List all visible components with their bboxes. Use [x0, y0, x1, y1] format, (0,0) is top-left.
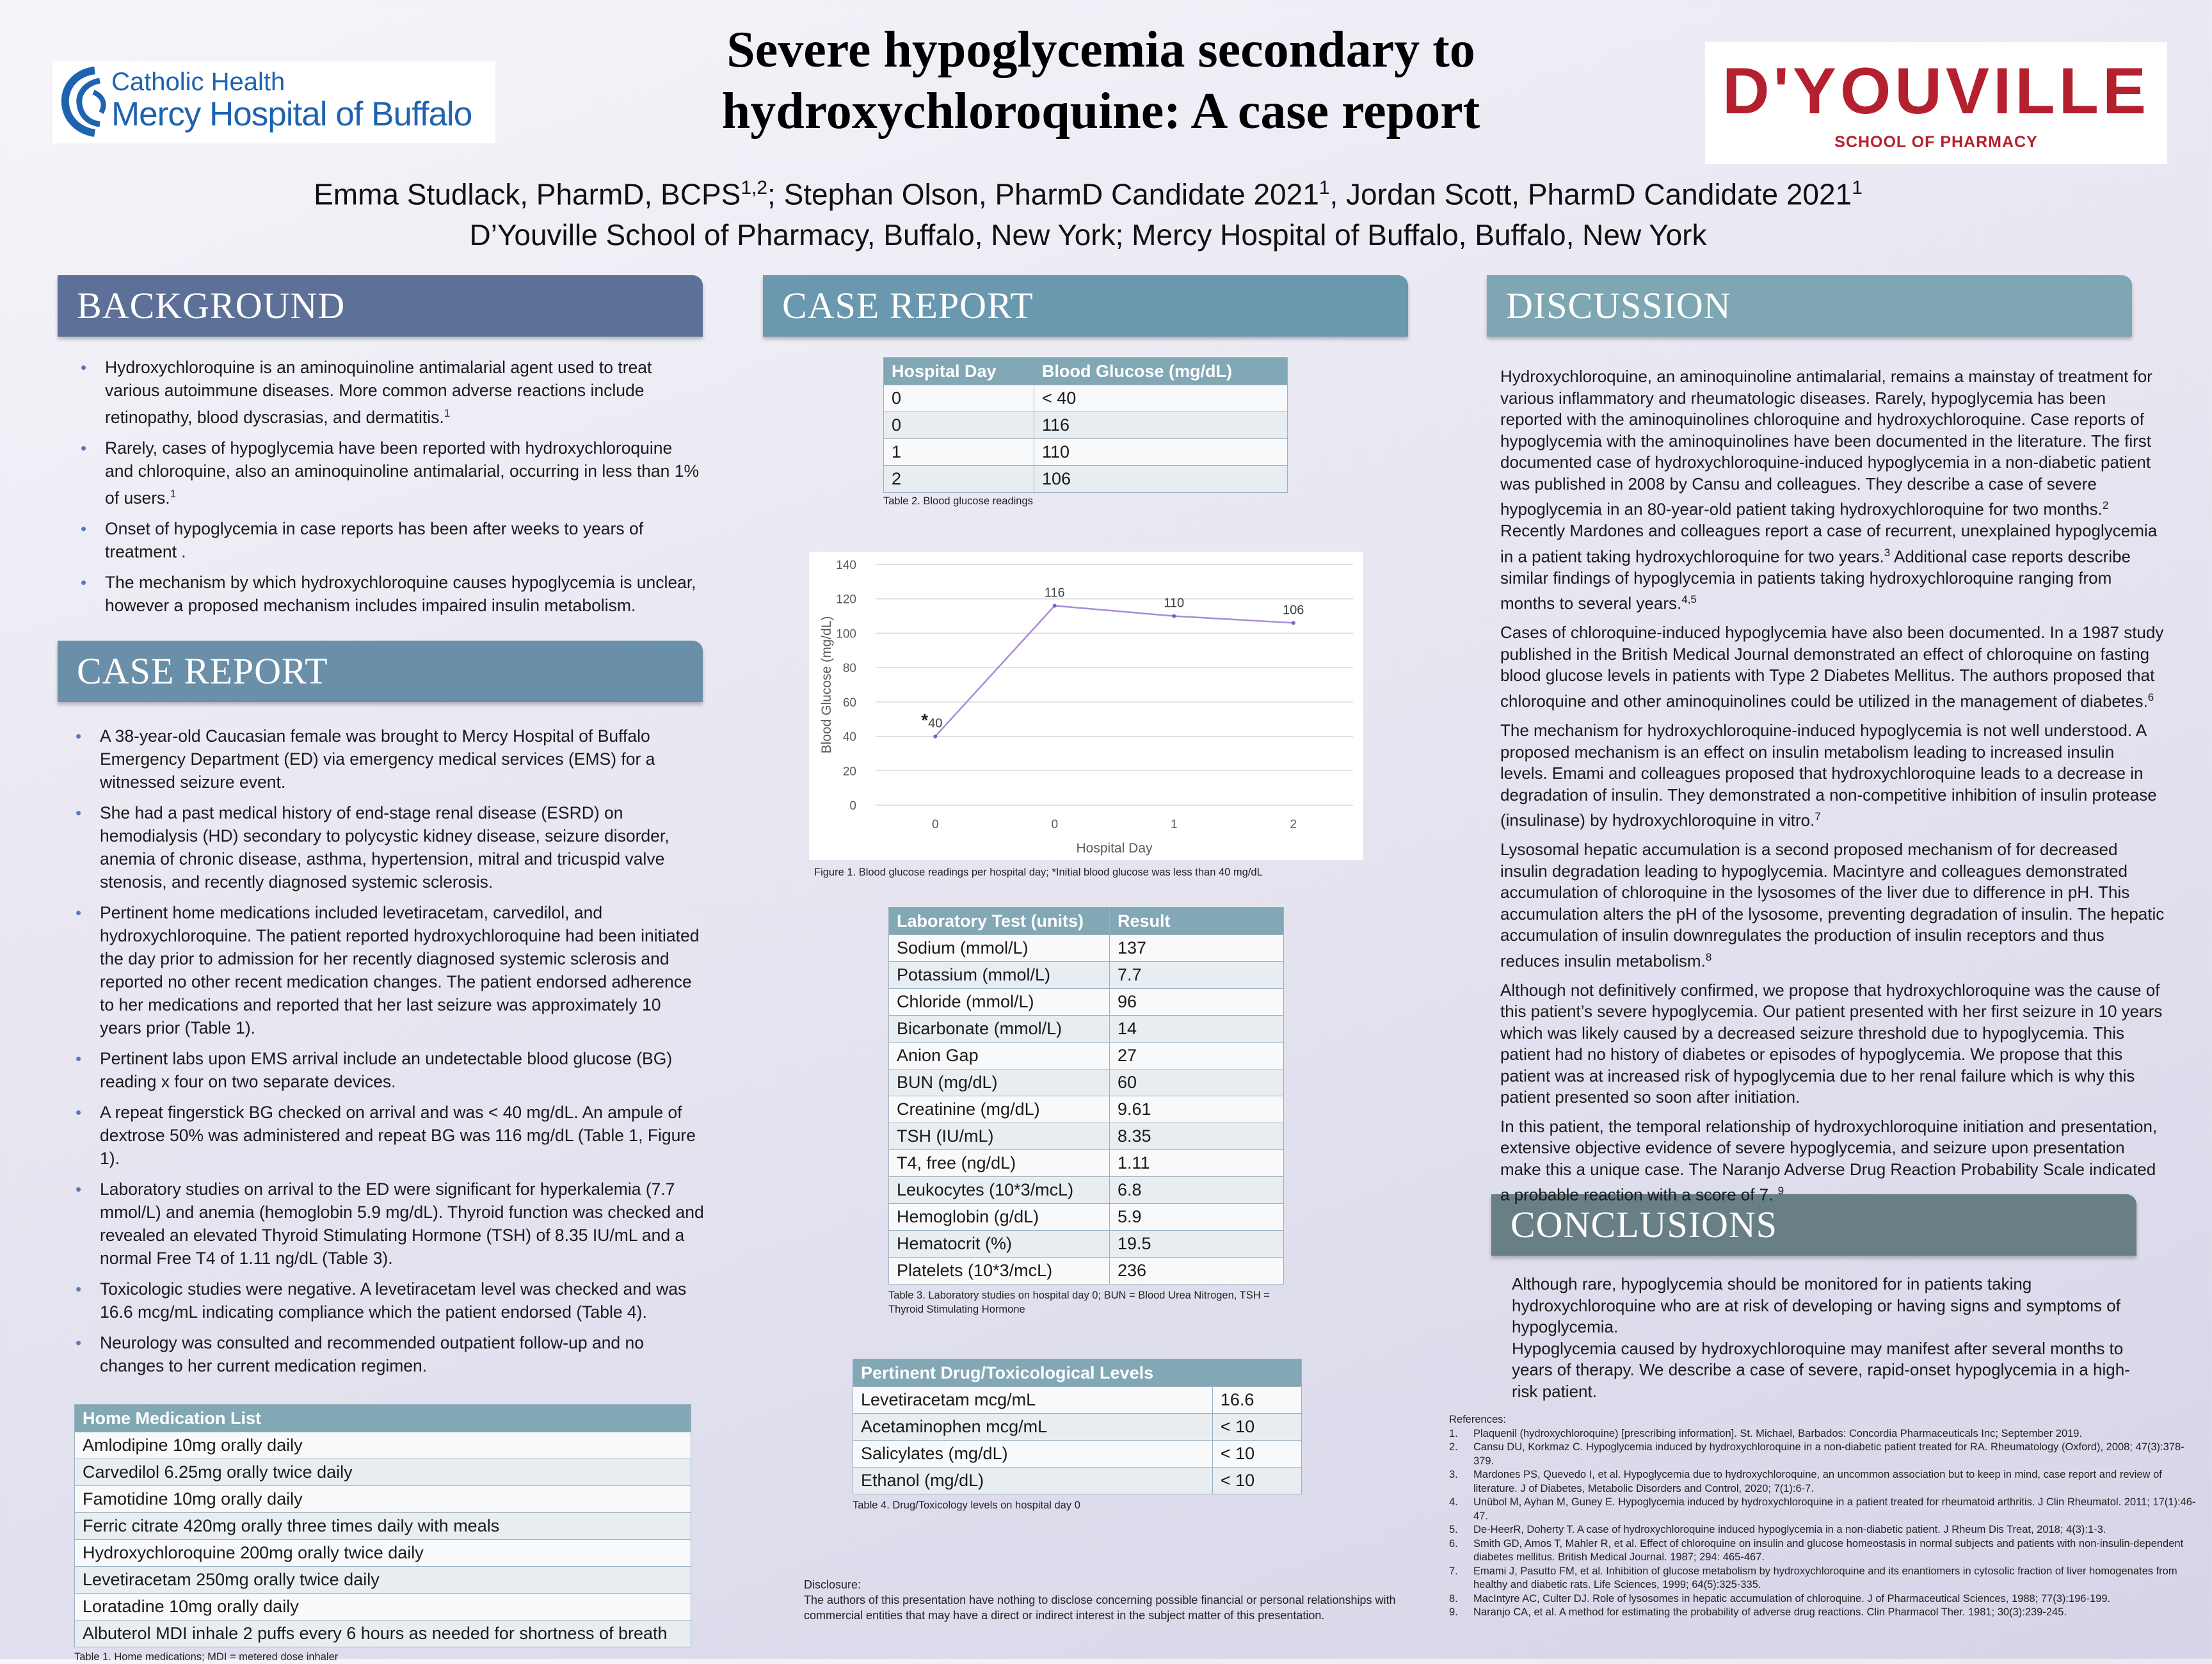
- table-row: [889, 935, 1284, 962]
- case-report-item: • Neurology was consulted and recommended outpatient follow-up and no changes to her current medication regimen.: [70, 1331, 704, 1377]
- table-2-caption: Table 2. Blood glucose readings: [883, 495, 1033, 507]
- discussion-text: Lysosomal hepatic accumulation is a second proposed mechanism of for decreased insulin degradation leading to hypoglycemia. Macintyre and colleagues demonstrated accumulation of chloroquine in the lysosomes of the liver due to difference in pH. This accumulation alters the pH of the lysosome, preventing degradation of insulin. The hepatic accumulation of insulin downregulates the production of insulin receptors and thus reduces insulin metabolism.: [1500, 840, 2165, 971]
- table-row: [889, 989, 1284, 1016]
- home-med-header: Home Medication List: [75, 1405, 691, 1432]
- author-3-affil: 1: [1852, 177, 1863, 198]
- discussion-paragraph: [1500, 1116, 2166, 1206]
- discussion-paragraph: [1500, 366, 2166, 614]
- data-point: [1292, 621, 1295, 625]
- table-row: [889, 1069, 1284, 1096]
- table-cell: Platelets (10*3/mcL): [889, 1258, 1110, 1284]
- tox-table: [853, 1359, 1302, 1494]
- mercy-hospital-logo: [52, 61, 495, 143]
- conclusion-2: Hypoglycemia caused by hydroxychloroquine may manifest after several months to years of therapy. We describe a case of severe, rapid-onset hypoglycemia in a high-risk patient.: [1512, 1338, 2130, 1401]
- x-tick-label: 0: [1051, 818, 1059, 831]
- case-report-list: [70, 724, 704, 1377]
- case-report-item: • A repeat fingerstick BG checked on arrival and was < 40 mg/dL. An ampule of dextrose 50% was administered and repeat BG was 116 mg/dL (Table 1, Figure 1).: [70, 1101, 704, 1170]
- table-cell: 0: [884, 412, 1034, 439]
- author-2: ; Stephan Olson, PharmD Candidate 2021: [767, 177, 1319, 211]
- table-cell: 14: [1110, 1016, 1284, 1043]
- disclosure-text: The authors of this presentation have nothing to disclose concerning possible financial or personal relationships with commercial entities that may have a direct or indirect interest in the subject matter of this presentation.: [804, 1594, 1396, 1622]
- reference-number: 7.: [1449, 1565, 1458, 1577]
- conclusions-header: CONCLUSIONS: [1491, 1194, 2136, 1256]
- authors-line: [192, 168, 1984, 214]
- table-cell: 19.5: [1110, 1231, 1284, 1258]
- table-cell: Potassium (mmol/L): [889, 962, 1110, 989]
- discussion-paragraph: [1500, 839, 2166, 972]
- affiliations-line: D’Youville School of Pharmacy, Buffalo, New York; Mercy Hospital of Buffalo, Buffalo, New York: [469, 218, 1707, 252]
- table-cell: < 40: [1034, 385, 1288, 412]
- series-line: [935, 605, 1294, 736]
- table-cell: 60: [1110, 1069, 1284, 1096]
- reference-text: Unübol M, Ayhan M, Guney E. Hypoglycemia induced by hydroxychloroquine in a patient treated for rheumatoid arthritis. J Clin Rheumatol. 2011; 17(1):46-47.: [1473, 1496, 2196, 1522]
- discussion-text: Although not definitively confirmed, we propose that hydroxychloroquine was the cause of this patient’s severe hypoglycemia. Our patient presented with her first seizure in 10 years which was likely caused by a decreased seizure threshold due to hypoglycemia. This patient had no history of diabetes or episodes of hypoglycemia. We propose that this patient was at increased risk of hypoglycemia due to her renal failure which is why this patient presented so soon after initiation.: [1500, 980, 2163, 1107]
- reference-number: 6.: [1449, 1537, 1458, 1549]
- reference-number: 8.: [1449, 1592, 1458, 1604]
- authors-block: [192, 168, 1984, 255]
- reference-number: 3.: [1449, 1469, 1458, 1480]
- table-row: [75, 1594, 691, 1620]
- table-cell: < 10: [1212, 1468, 1301, 1494]
- table-cell: Sodium (mmol/L): [889, 935, 1110, 962]
- table-row: [884, 466, 1288, 493]
- table-cell: Anion Gap: [889, 1043, 1110, 1069]
- author-1: Emma Studlack, PharmD, BCPS: [314, 177, 741, 211]
- table-cell: Chloride (mmol/L): [889, 989, 1110, 1016]
- poster-title: [576, 19, 1626, 142]
- data-point: [1172, 614, 1176, 618]
- background-item-text: Onset of hypoglycemia in case reports has been after weeks to years of treatment .: [105, 518, 644, 561]
- case-report-item: • Laboratory studies on arrival to the ED were significant for hyperkalemia (7.7 mmol/L) and anemia (hemoglobin 5.9 mg/dL). Thyroid function was checked and revealed an elevated Thyroid Stimulating Hormone (TSH) of 8.35 IU/mL and a normal Free T4 of 1.11 ng/dL (Table 3).: [70, 1178, 704, 1270]
- y-tick-label: 0: [849, 799, 856, 813]
- table-row: [853, 1441, 1302, 1468]
- table-cell: 106: [1034, 466, 1288, 493]
- home-medication-table-wrap: [74, 1404, 691, 1664]
- reference-text: Naranjo CA, et al. A method for estimating the probability of adverse drug reactions. Clin Pharmacol Ther. 1981; 30(3):239-245.: [1473, 1606, 2067, 1618]
- table-cell: 7.7: [1110, 962, 1284, 989]
- table-cell: 5.9: [1110, 1204, 1284, 1231]
- citation-sup: 4,5: [1681, 593, 1697, 606]
- table-cell: 1: [884, 439, 1034, 466]
- reference-item: [1449, 1565, 2204, 1592]
- background-item-text: Rarely, cases of hypoglycemia have been reported with hydroxychloroquine and chloroquine, also an aminoquinoline antimalarial, occurring in less than 1% of users.: [105, 438, 700, 508]
- y-tick-label: 120: [836, 593, 856, 607]
- tox-table-wrap: [853, 1359, 1302, 1512]
- discussion-body: [1500, 366, 2166, 1214]
- home-med-cell: Hydroxychloroquine 200mg orally twice daily: [75, 1540, 691, 1567]
- y-tick-label: 40: [842, 730, 856, 744]
- citation-sup: 8: [1705, 950, 1712, 963]
- table-cell: 110: [1034, 439, 1288, 466]
- references-block: [1449, 1413, 2204, 1620]
- reference-number: 2.: [1449, 1441, 1458, 1453]
- reference-item: [1449, 1496, 2204, 1523]
- table-cell: 236: [1110, 1258, 1284, 1284]
- reference-text: Plaquenil (hydroxychloroquine) [prescribing information]. St. Michael, Barbados: Concordia Pharmaceuticals Inc; September 2019.: [1473, 1427, 2083, 1439]
- data-point: [933, 735, 937, 739]
- home-med-cell: Carvedilol 6.25mg orally twice daily: [75, 1459, 691, 1486]
- conclusions-body: [1512, 1274, 2152, 1410]
- background-item: [76, 356, 703, 429]
- logo-left-line-1: Catholic Health: [111, 68, 285, 96]
- blood-glucose-table-wrap: [883, 357, 1288, 508]
- reference-text: De-HeerR, Doherty T. A case of hydroxychloroquine induced hypoglycemia in a non-diabetic patient. J Rheum Dis Treat, 2018; 4(3):1-3.: [1473, 1524, 2106, 1535]
- title-line-2: hydroxychloroquine: A case report: [721, 83, 1480, 140]
- case-report-item: • Pertinent labs upon EMS arrival include an undetectable blood glucose (BG) reading x four on two separate devices.: [70, 1047, 704, 1093]
- table-cell: Creatinine (mg/dL): [889, 1096, 1110, 1123]
- lab-header-test: Laboratory Test (units): [889, 908, 1110, 935]
- x-tick-label: 1: [1170, 818, 1178, 831]
- case-report-header-left: CASE REPORT: [58, 641, 703, 702]
- table-row: [75, 1540, 691, 1567]
- table-cell: Ethanol (mg/dL): [853, 1468, 1213, 1494]
- y-tick-label: 100: [836, 627, 856, 641]
- reference-number: 1.: [1449, 1427, 1458, 1439]
- x-tick-label: 2: [1290, 818, 1297, 831]
- table-cell: 137: [1110, 935, 1284, 962]
- table-1-caption: Table 1. Home medications; MDI = metered dose inhaler: [74, 1651, 339, 1663]
- discussion-text: The mechanism for hydroxychloroquine-induced hypoglycemia is not well understood. A proposed mechanism is an effect on insulin metabolism leading to increased insulin levels. Emami and colleagues proposed that hydroxychloroquine leads to a decrease in degradation of insulin. They demonstrated a non-competitive inhibition of insulin protease (insulinase) by hydroxychloroquine in vitro.: [1500, 721, 2157, 830]
- table-cell: Acetaminophen mcg/mL: [853, 1414, 1213, 1441]
- blood-glucose-chart: [809, 552, 1363, 860]
- figure-1-caption: Figure 1. Blood glucose readings per hospital day; *Initial blood glucose was less than 40 mg/dL: [814, 867, 1263, 878]
- reference-item: [1449, 1523, 2204, 1537]
- table-row: [853, 1387, 1302, 1414]
- table-cell: 116: [1034, 412, 1288, 439]
- table-row: [889, 1123, 1284, 1150]
- citation-sup: 6: [2147, 691, 2154, 703]
- home-med-cell: Albuterol MDI inhale 2 puffs every 6 hours as needed for shortness of breath: [75, 1620, 691, 1647]
- table-cell: BUN (mg/dL): [889, 1069, 1110, 1096]
- table-row: [889, 962, 1284, 989]
- dyouville-logo: [1705, 42, 2167, 164]
- references-label: References:: [1449, 1414, 1506, 1425]
- data-label: 106: [1283, 603, 1304, 618]
- case-report-item: • Toxicologic studies were negative. A levetiracetam level was checked and was 16.6 mcg/mL indicating compliance which the patient endorsed (Table 4).: [70, 1277, 704, 1324]
- table-row: [884, 412, 1288, 439]
- lab-header-result: Result: [1110, 908, 1284, 935]
- table-cell: 8.35: [1110, 1123, 1284, 1150]
- background-item: [76, 571, 703, 617]
- table-cell: T4, free (ng/dL): [889, 1150, 1110, 1177]
- author-1-affil: 1,2: [741, 177, 768, 198]
- logo-left-line-2: Mercy Hospital of Buffalo: [111, 95, 472, 133]
- y-axis-label: Blood Glucose (mg/dL): [819, 616, 834, 754]
- disclosure-label: Disclosure:: [804, 1578, 862, 1591]
- references-list: [1449, 1427, 2204, 1620]
- background-list: [76, 356, 703, 617]
- table-cell: 27: [1110, 1043, 1284, 1069]
- table-cell: 2: [884, 466, 1034, 493]
- discussion-text: In this patient, the temporal relationship of hydroxychloroquine initiation and presentation, extensive objective evidence of severe hypoglycemia, and seizure upon presentation make this a unique case. The Naranjo Adverse Drug Reaction Probability Scale indicated a probable reaction with a score of 7.: [1500, 1116, 2158, 1205]
- reference-number: 9.: [1449, 1606, 1458, 1618]
- table-cell: 9.61: [1110, 1096, 1284, 1123]
- table-row: [889, 1150, 1284, 1177]
- lab-table-wrap: [888, 907, 1284, 1316]
- data-label: 110: [1164, 596, 1185, 611]
- lab-table: [888, 907, 1284, 1284]
- discussion-text: Additional case reports describe similar findings of hypoglycemia in patients taking hydroxychloroquine ranging from months to several years.: [1500, 547, 2131, 613]
- conclusion-1: Although rare, hypoglycemia should be monitored for in patients taking hydroxychloroquine who are at risk of developing or having signs and symptoms of hypoglycemia.: [1512, 1274, 2120, 1336]
- table-row: [889, 1016, 1284, 1043]
- case-report-header-center: CASE REPORT: [763, 275, 1408, 337]
- discussion-text: Hydroxychloroquine, an aminoquinoline antimalarial, remains a mainstay of treatment for various inflammatory and rheumatologic diseases. Rarely, hypoglycemia has been reported with the aminoquinolines chloroquine and hydroxychloroquine. Case reports of hypoglycemia with the aminoquinolines have been documented in the literature. The first documented case of hydroxychloroquine-induced hypoglycemia in a non-diabetic patient was published in 2008 by Cansu and colleagues. They describe a case of severe hypoglycemia in an 80-year-old patient taking hydroxychloroquine for two months.: [1500, 367, 2152, 519]
- table-row: [75, 1513, 691, 1540]
- title-line-1: Severe hypoglycemia secondary to: [726, 22, 1475, 78]
- table-cell: 0: [884, 385, 1034, 412]
- bg-header-glucose: Blood Glucose (mg/dL): [1034, 358, 1288, 385]
- home-med-cell: Loratadine 10mg orally daily: [75, 1594, 691, 1620]
- discussion-paragraph: [1500, 980, 2166, 1108]
- table-row: [75, 1432, 691, 1459]
- table-cell: 1.11: [1110, 1150, 1284, 1177]
- reference-number: 5.: [1449, 1524, 1458, 1535]
- table-row: [853, 1468, 1302, 1494]
- table-3-caption: Table 3. Laboratory studies on hospital day 0; BUN = Blood Urea Nitrogen, TSH = Thyroid Stimulating Hormone: [888, 1290, 1270, 1315]
- table-cell: Hematocrit (%): [889, 1231, 1110, 1258]
- table-row: [884, 439, 1288, 466]
- table-cell: Hemoglobin (g/dL): [889, 1204, 1110, 1231]
- discussion-paragraph: [1500, 720, 2166, 831]
- background-item: [76, 517, 703, 563]
- disclosure-block: [804, 1577, 1423, 1623]
- bg-header-day: Hospital Day: [884, 358, 1034, 385]
- table-cell: 96: [1110, 989, 1284, 1016]
- reference-item: [1449, 1537, 2204, 1565]
- reference-item: [1449, 1468, 2204, 1496]
- table-row: [75, 1620, 691, 1647]
- background-item-text: Hydroxychloroquine is an aminoquinoline antimalarial agent used to treat various autoimmune diseases. More common adverse reactions include retinopathy, blood dyscrasias, and dermatitis.: [105, 358, 652, 427]
- table-4-caption: Table 4. Drug/Toxicology levels on hospital day 0: [853, 1500, 1080, 1511]
- reference-item: [1449, 1606, 2204, 1620]
- blood-glucose-table: [883, 357, 1288, 493]
- background-item-text: The mechanism by which hydroxychloroquine causes hypoglycemia is unclear, however a proposed mechanism includes impaired insulin metabolism.: [105, 572, 696, 615]
- reference-item: [1449, 1441, 2204, 1468]
- table-row: [75, 1567, 691, 1594]
- background-body: [76, 356, 703, 625]
- background-header: BACKGROUND: [58, 275, 703, 337]
- reference-text: Cansu DU, Korkmaz C. Hypoglycemia induced by hydroxychloroquine in a non-diabetic patient treated for RA. Rheumatology (Oxford), 2008; 47(3):378-379.: [1473, 1441, 2184, 1467]
- table-cell: < 10: [1212, 1441, 1301, 1468]
- citation-sup: 2: [2102, 499, 2109, 511]
- table-cell: Leukocytes (10*3/mcL): [889, 1177, 1110, 1204]
- y-tick-label: 140: [836, 559, 856, 572]
- author-2-affil: 1: [1318, 177, 1330, 198]
- discussion-text: Cases of chloroquine-induced hypoglycemia have also been documented. In a 1987 study published in the British Medical Journal demonstrated an effect of chloroquine on fasting blood glucose levels in patients with Type 2 Diabetes Mellitus. The authors proposed that chloroquine and other aminoquinolines could be utilized in the management of diabetes.: [1500, 623, 2164, 711]
- case-report-item: • She had a past medical history of end-stage renal disease (ESRD) on hemodialysis (HD) secondary to polycystic kidney disease, seizure disorder, anemia of chronic disease, asthma, hypertension, mitral and tricuspid valve stenosis, and recently diagnosed systemic sclerosis.: [70, 801, 704, 893]
- table-cell: Levetiracetam mcg/mL: [853, 1387, 1213, 1414]
- author-3: , Jordan Scott, PharmD Candidate 2021: [1329, 177, 1852, 211]
- reference-text: Smith GD, Amos T, Mahler R, et al. Effect of chloroquine on insulin and glucose homeostasis in normal subjects and patients with non-insulin-dependent diabetes mellitus. British Medical Journal. 1987; 294: 465-467.: [1473, 1537, 2184, 1563]
- reference-item: [1449, 1427, 2204, 1441]
- y-tick-label: 60: [842, 696, 856, 710]
- case-report-item: • A 38-year-old Caucasian female was brought to Mercy Hospital of Buffalo Emergency Department (ED) via emergency medical services (EMS) for a witnessed seizure event.: [70, 724, 704, 794]
- catholic-health-emblem-icon: [55, 64, 119, 141]
- table-row: [889, 1043, 1284, 1069]
- home-med-cell: Amlodipine 10mg orally daily: [75, 1432, 691, 1459]
- table-row: [889, 1096, 1284, 1123]
- x-axis-label: Hospital Day: [1076, 841, 1153, 856]
- discussion-header: DISCUSSION: [1487, 275, 2132, 337]
- citation-sup: 1: [170, 487, 177, 500]
- reference-item: [1449, 1592, 2204, 1606]
- table-row: [889, 1177, 1284, 1204]
- tox-header: Pertinent Drug/Toxicological Levels: [853, 1359, 1302, 1387]
- table-cell: TSH (IU/mL): [889, 1123, 1110, 1150]
- home-med-cell: Levetiracetam 250mg orally twice daily: [75, 1567, 691, 1594]
- data-label: 40: [928, 716, 943, 731]
- table-cell: 6.8: [1110, 1177, 1284, 1204]
- y-tick-label: 80: [842, 662, 856, 676]
- table-row: [853, 1414, 1302, 1441]
- citation-sup: 1: [444, 407, 451, 419]
- table-row: [75, 1486, 691, 1513]
- discussion-paragraph: [1500, 622, 2166, 712]
- table-row: [889, 1204, 1284, 1231]
- case-report-body: [70, 724, 704, 1385]
- reference-text: MacIntyre AC, Culter DJ. Role of lysosomes in hepatic accumulation of chloroquine. J of Pharmaceutical Sciences, 1988; 77(3):196-199.: [1473, 1592, 2111, 1604]
- table-row: [75, 1459, 691, 1486]
- table-cell: Salicylates (mg/dL): [853, 1441, 1213, 1468]
- discussion-text: Recently Mardones and colleagues report a case of recurrent, unexplained hypoglycemia in a patient taking hydroxychloroquine for two years.: [1500, 521, 2158, 566]
- case-report-item: • Pertinent home medications included levetiracetam, carvedilol, and hydroxychloroquine. The patient reported hydroxychloroquine had been initiated the day prior to admission for her recently diagnosed systemic sclerosis and reported no other recent medication changes. The patient endorsed adherence to her medications and reported that her last seizure was approximately 10 years prior (Table 1).: [70, 901, 704, 1039]
- home-medication-table: [74, 1404, 691, 1647]
- table-row: [889, 1258, 1284, 1284]
- reference-number: 4.: [1449, 1496, 1458, 1508]
- y-tick-label: 20: [842, 765, 856, 779]
- table-cell: Bicarbonate (mmol/L): [889, 1016, 1110, 1043]
- table-row: [884, 385, 1288, 412]
- home-med-cell: Ferric citrate 420mg orally three times daily with meals: [75, 1513, 691, 1540]
- chart-svg: [809, 552, 1363, 860]
- x-tick-label: 0: [931, 818, 939, 831]
- reference-text: Mardones PS, Quevedo I, et al. Hypoglycemia due to hydroxychloroquine, an uncommon association but to keep in mind, case report and review of literature. J of Diabetes, Metabolic Disorders and Control, 2020; 7(1):6-7.: [1473, 1469, 2162, 1494]
- reference-text: Emami J, Pasutto FM, et al. Inhibition of glucose metabolism by hydroxychloroquine and its enantiomers in cytosolic fraction of liver homogenates from healthy and diabetic rats. Life Sciences, 1999; 64(5):325-335.: [1473, 1565, 2177, 1590]
- citation-sup: 7: [1815, 810, 1821, 823]
- citation-sup: 9: [1777, 1185, 1784, 1197]
- data-point: [1053, 604, 1057, 607]
- background-item: [76, 436, 703, 509]
- logo-right-line-2: SCHOOL OF PHARMACY: [1834, 133, 2038, 151]
- home-med-cell: Famotidine 10mg orally daily: [75, 1486, 691, 1513]
- citation-sup: 3: [1884, 546, 1891, 559]
- data-label: 116: [1044, 586, 1065, 600]
- logo-right-line-1: D'YOUVILLE: [1722, 54, 2150, 127]
- table-cell: < 10: [1212, 1414, 1301, 1441]
- table-cell: 16.6: [1212, 1387, 1301, 1414]
- chart-annotation: *: [921, 710, 929, 730]
- table-row: [889, 1231, 1284, 1258]
